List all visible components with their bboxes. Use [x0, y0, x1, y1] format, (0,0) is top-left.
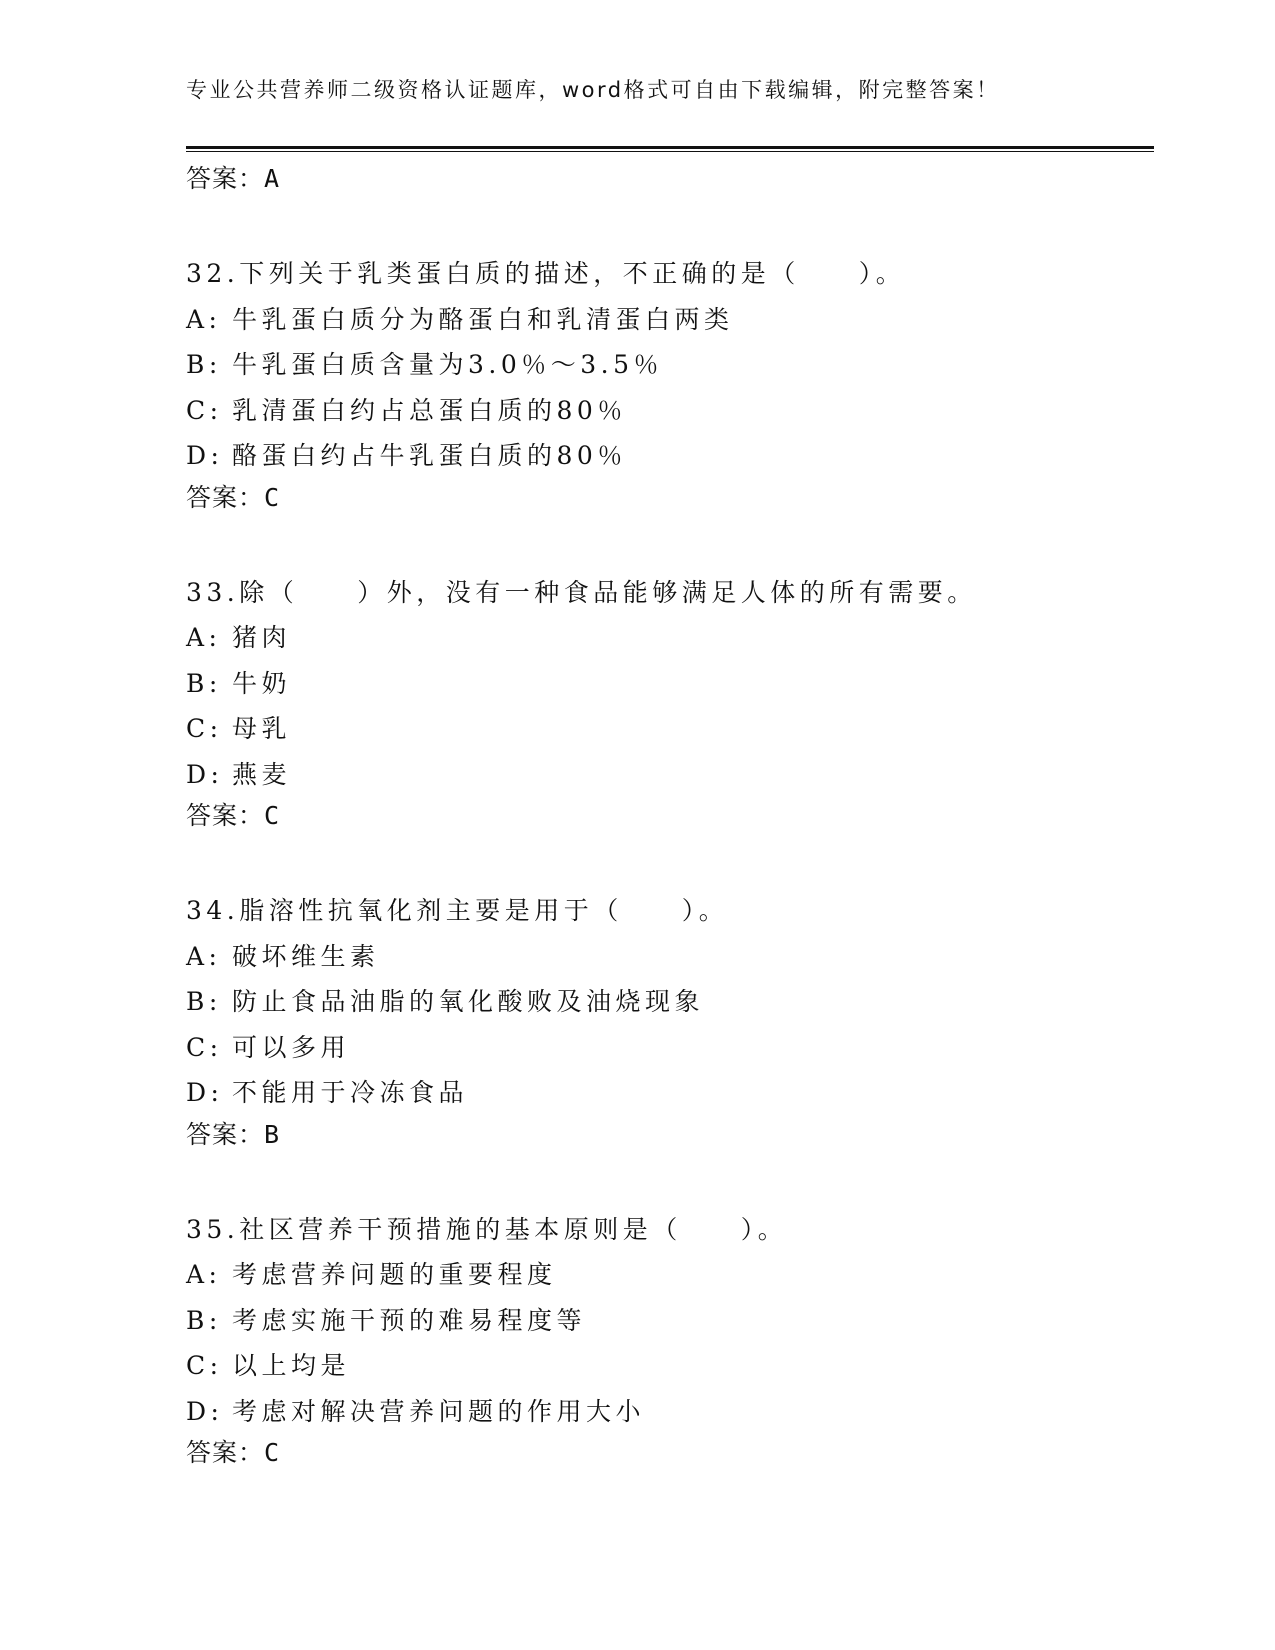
option-d [186, 1389, 1154, 1435]
option-letter: D: [186, 441, 224, 470]
header-rule-thin [186, 151, 1154, 152]
option-letter: B: [186, 1305, 222, 1335]
option-text: 猪肉 [232, 623, 292, 652]
option-a [186, 1252, 1154, 1298]
answer-label: 答案： [186, 482, 265, 512]
answer-line [186, 160, 1154, 198]
answer-label: 答案： [186, 801, 265, 830]
question-33 [186, 570, 1154, 836]
option-a [186, 615, 1154, 661]
option-d [186, 752, 1154, 798]
option-b [186, 661, 1154, 707]
answer-line [186, 1116, 1154, 1154]
option-letter: C: [186, 1032, 223, 1062]
question-35 [186, 1207, 1154, 1473]
question-34 [186, 888, 1154, 1154]
option-letter: C: [186, 395, 223, 425]
option-c [186, 1343, 1154, 1389]
option-c [186, 706, 1154, 752]
option-text: 牛乳蛋白质分为酪蛋白和乳清蛋白两类 [232, 304, 734, 334]
option-c [186, 388, 1154, 434]
option-b [186, 342, 1154, 388]
option-text: 燕麦 [232, 759, 292, 789]
option-text: 乳清蛋白约占总蛋白质的80％ [232, 395, 627, 425]
option-text: 以上均是 [232, 1351, 351, 1380]
question-stem: 34.脂溶性抗氧化剂主要是用于（ ）。 [186, 896, 729, 925]
option-text: 防止食品油脂的氧化酸败及油烧现象 [232, 987, 705, 1016]
answer-line [186, 479, 1154, 517]
option-text: 考虑实施干预的难易程度等 [232, 1305, 587, 1335]
question-stem: 33.除（ ）外，没有一种食品能够满足人体的所有需要。 [186, 577, 977, 607]
option-letter: D: [186, 1078, 224, 1107]
question-32 [186, 251, 1154, 517]
answer-value: B [264, 1119, 281, 1149]
option-d [186, 433, 1154, 479]
answer-value: A [264, 164, 281, 193]
option-letter: A: [186, 1260, 222, 1289]
answer-line [186, 797, 1154, 835]
option-a [186, 934, 1154, 980]
option-text: 母乳 [232, 714, 292, 743]
option-letter: C: [186, 714, 223, 743]
answer-label: 答案： [186, 164, 265, 193]
option-letter: C: [186, 1351, 223, 1380]
option-letter: D: [186, 759, 224, 789]
option-text: 不能用于冷冻食品 [232, 1078, 469, 1107]
page-header: 专业公共营养师二级资格认证题库，word格式可自由下载编辑，附完整答案！ [186, 78, 1000, 102]
option-text: 可以多用 [232, 1032, 351, 1062]
question-stem: 32.下列关于乳类蛋白质的描述，不正确的是（ ）。 [186, 259, 906, 288]
option-letter: B: [186, 668, 222, 698]
option-letter: B: [186, 350, 222, 379]
option-b [186, 979, 1154, 1025]
answer-value: C [264, 801, 281, 830]
question-stem: 35.社区营养干预措施的基本原则是（ ）。 [186, 1214, 788, 1244]
option-letter: A: [186, 304, 222, 334]
option-letter: A: [186, 623, 222, 652]
option-text: 破坏维生素 [232, 941, 380, 971]
option-letter: D: [186, 1396, 224, 1426]
option-a [186, 297, 1154, 343]
answer-line [186, 1434, 1154, 1472]
answer-label: 答案： [186, 1438, 265, 1467]
option-letter: B: [186, 987, 222, 1016]
answer-label: 答案： [186, 1119, 265, 1149]
option-letter: A: [186, 941, 222, 971]
option-c [186, 1025, 1154, 1071]
option-text: 牛奶 [232, 668, 292, 698]
option-text: 牛乳蛋白质含量为3.0％～3.5％ [232, 350, 664, 379]
option-d [186, 1070, 1154, 1116]
option-text: 考虑营养问题的重要程度 [232, 1260, 557, 1289]
option-b [186, 1298, 1154, 1344]
answer-value: C [264, 1438, 281, 1467]
answer-value: C [264, 482, 281, 512]
option-text: 酪蛋白约占牛乳蛋白质的80％ [232, 441, 627, 470]
document-content [186, 160, 1154, 1472]
header-rule-thick [186, 146, 1154, 149]
option-text: 考虑对解决营养问题的作用大小 [232, 1396, 646, 1426]
